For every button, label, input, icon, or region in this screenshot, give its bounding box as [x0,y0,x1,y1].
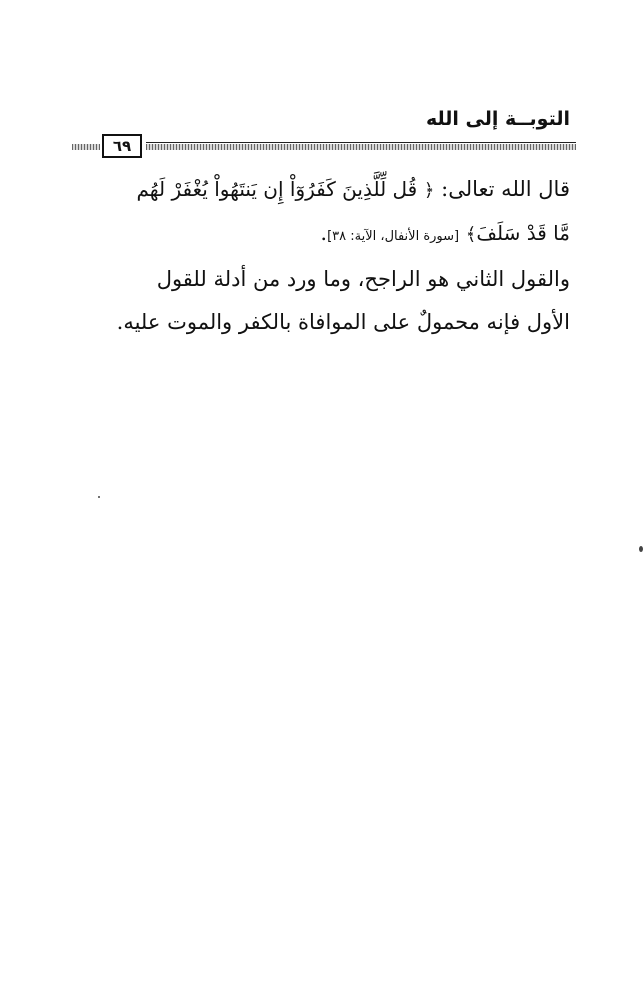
paragraph-line-1: والقول الثاني هو الراجح، وما ورد من أدلة للقول [156,267,570,291]
rule-band-left [72,144,100,150]
body-text [70,168,570,344]
citation-period: . [320,221,328,245]
verse-intro: قال الله تعالى: [441,177,570,201]
quran-close-bracket: ﴾ [465,224,477,245]
quran-verse-part-1: قُل لِّلَّذِينَ كَفَرُوٓاْ إِن يَنتَهُواْ يُغْفَرْ لَهُم [136,177,418,201]
quran-verse-part-2: مَّا قَدْ سَلَفَ [476,221,570,245]
page-number: ٦٩ [102,134,142,158]
verse-line-2 [70,212,570,258]
quran-open-bracket: ﴿ [423,180,435,201]
paragraph-line-2: الأول فإنه محمولٌ على الموافاة بالكفر والموت عليه. [116,310,570,334]
scan-speck [98,496,100,498]
rule-band-right [146,144,576,150]
header-rule [72,142,576,152]
verse-citation: [سورة الأنفال، الآية: ٣٨] [327,229,460,244]
scan-speck [639,546,643,552]
verse-line-1 [70,168,570,212]
running-title: التوبــة إلى الله [426,108,570,130]
rule-line [146,142,576,143]
